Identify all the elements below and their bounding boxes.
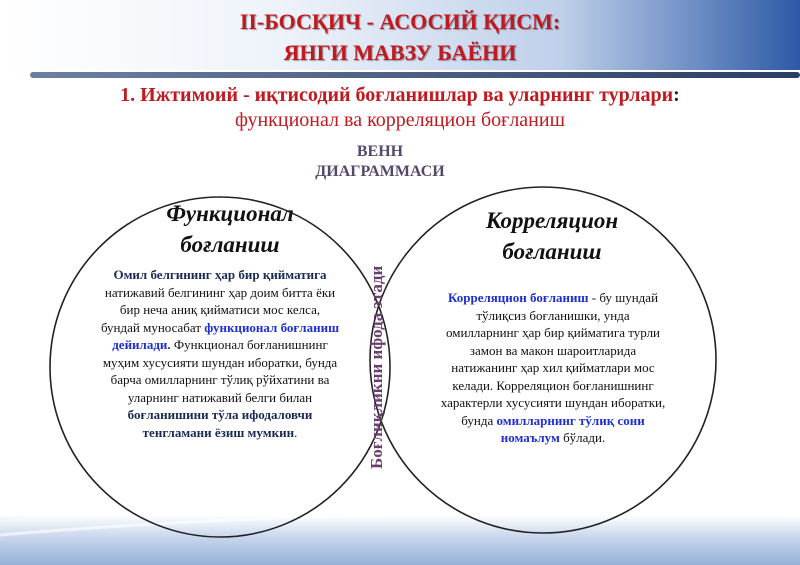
correlation-text-3: омилларнинг тўлиқ сони номаълум <box>496 412 645 445</box>
correlation-definition <box>440 289 666 447</box>
left-title-line-2: боғланиш <box>180 232 280 257</box>
functional-text-5: боғланишини тўла ифодаловчи тенгламани ёзиш мумкин <box>127 407 313 440</box>
functional-text-3: функционал боғланиш дейилади. <box>112 319 340 352</box>
intersection-label: Боғлиқликни ифода этади <box>367 265 386 469</box>
page-title-line-1: II-БОСҚИЧ - АСОСИЙ ҚИСМ: <box>239 9 561 34</box>
correlation-text-2: - бу шундай тўлиқсиз боғланишки, унда омилларнинг ҳар бир қийматига турли замон ва макон шароитларида натижанинг ҳар хил қийматлари мос келади. Корреляцион боғланишнинг характерли хусусияти шундан иборатки, бунда <box>440 290 666 428</box>
venn-label-line-1: ВЕНН <box>356 143 404 160</box>
page-title-line-2: ЯНГИ МАВЗУ БАЁНИ <box>283 40 517 65</box>
functional-definition <box>100 266 340 441</box>
functional-text-6: . <box>294 424 298 440</box>
functional-text-2: натижавий белгининг ҳар доим битта ёки бир неча аниқ қийматиси мос келса, бундай муносабат <box>100 284 336 335</box>
left-circle-title <box>125 198 335 260</box>
correlation-text-1: Корреляцион боғланиш <box>447 290 589 305</box>
functional-text-1: Омил белгининг ҳар бир қийматига <box>113 267 327 282</box>
left-title-line-1: Функционал <box>166 201 294 226</box>
topic-subheading: функционал ва корреляцион боғланиш <box>235 109 565 131</box>
functional-text-4: Функционал боғланишнинг муҳим хусусияти шундан иборатки, бунда барча омилларнинг тўлиқ рўйхатини ва уларнинг натижавий белги билан <box>102 337 338 405</box>
right-title-line-2: боғланиш <box>502 239 602 264</box>
topic-heading-text: 1. Ижтимоий - иқтисодий боғланишлар ва уларнинг турлари <box>120 84 674 106</box>
venn-label-line-2: ДИАГРАММАСИ <box>315 163 445 180</box>
right-circle-title <box>452 205 652 267</box>
topic-heading-colon: : <box>673 84 680 106</box>
correlation-text-4: бўлади. <box>559 430 606 445</box>
right-title-line-1: Корреляцион <box>485 208 619 233</box>
